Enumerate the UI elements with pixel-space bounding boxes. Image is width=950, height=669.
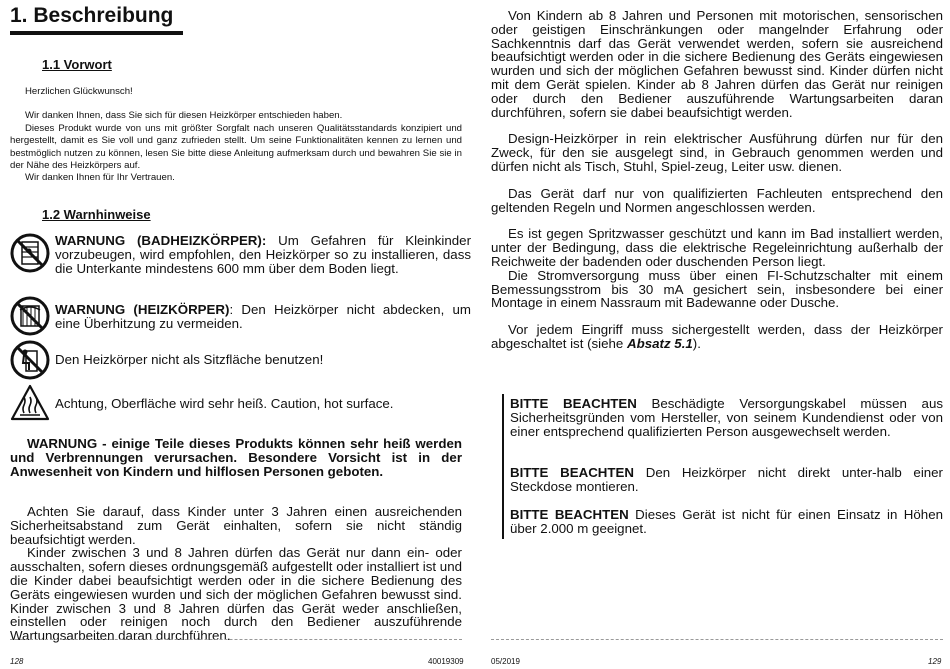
warning-body-bath: Um Gefahren für Kleinkinder vorzubeugen, wird empfohlen, den Heizkörper so zu installieren, dass die Unterkante mindestens 600 mm über dem Boden liegt. [55, 233, 472, 276]
note-cable [510, 397, 943, 438]
hot-surface-icon [10, 383, 50, 423]
burn-warning-text: WARNUNG - einige Teile dieses Produkts können sehr heiß werden und Verbrennungen verursachen. Besondere Vorsicht ist in der Anwesenheit von Kindern und hilflosen Personen geboten. [10, 436, 462, 479]
right-paragraphs [491, 9, 943, 351]
persons-paragraph: Von Kindern ab 8 Jahren und Personen mit motorischen, sensorischen oder geistigen Einschränkungen oder mangelnder Erfahrung oder Sachkenntnis darf das Gerät verwendet werden, sofern sie ausreichend beaufsichtigt werden oder in die sichere Bedienung des Geräts eingewiesen wurden und sich der möglichen Gefahren bewusst sind. Kinder dürfen nicht mit dem Gerät spielen. Kinder ab 8 Jahren dürfen das Gerät nur reinigen oder durch den Bediener auszuführende Wartungsarbeiten daran durchführen, sofern sie dabei beaufsichtigt werden. [491, 8, 943, 120]
no-cover-icon [10, 296, 50, 336]
disconnect-paragraph [491, 323, 943, 351]
page-title: 1. Beschreibung [10, 4, 174, 27]
note-label: BITTE BEACHTEN [510, 507, 629, 522]
footer-divider [10, 639, 462, 640]
warning-body-cover: : Den Heizkörper nicht abdecken, um eine Überhitzung zu vermeiden. [55, 302, 471, 331]
power-paragraph: Die Stromversorgung muss über einen FI-Schutzschalter mit einem Bemessungsstrom bis 30 mA gesichert sein, insbesondere bei einer Montage in einem Nassraum mit Badewanne oder Dusche. [491, 267, 943, 311]
disconnect-end: ). [692, 335, 701, 351]
warning-label-bath: WARNUNG (BADHEIZKÖRPER): [55, 233, 267, 248]
children-paragraphs [10, 505, 462, 643]
note-label: BITTE BEACHTEN [510, 396, 637, 411]
disconnect-text: Vor jedem Eingriff muss sichergestellt werden, dass der Heizkörper abgeschaltet ist (siehe [491, 322, 943, 351]
vorwort-p3: Wir danken Ihnen für Ihr Vertrauen. [25, 172, 175, 184]
note-bar [502, 394, 504, 539]
section-reference: Absatz 5.1 [627, 335, 693, 351]
note-label: BITTE BEACHTEN [510, 465, 634, 480]
children-3-to-8: Kinder zwischen 3 und 8 Jahren dürfen das Gerät nur dann ein- oder ausschalten, sofern dieses ordnungsgemäß aufgestellt oder installiert ist und die Kinder dabei beaufsichtigt werden oder in die sichere Bedienung des Geräts eingewiesen wurden und sich der möglichen Gefahren bewusst sind. Kinder zwischen 3 und 8 Jahren dürfen das Gerät weder anschließen, einstellen oder reinigen noch durch den Bediener auszuführende Wartungsarbeiten daran durchführen. [10, 545, 462, 644]
warning-label-cover: WARNUNG (HEIZKÖRPER) [55, 302, 230, 317]
vorwort-text [10, 86, 462, 185]
note-socket-text: Den Heizkörper nicht direkt unter-halb einer Steckdose montieren. [510, 465, 943, 494]
no-child-bath-icon [10, 233, 50, 273]
no-sitting-icon [10, 340, 50, 380]
warning-text-cover [55, 303, 471, 331]
note-cable-text: Beschädigte Versorgungskabel müssen aus Sicherheitsgründen vom Hersteller, von seinem Kundendienst oder von einer entsprechend qualifizierten Person ausgewechselt werden. [510, 396, 943, 439]
children-under-3: Achten Sie darauf, dass Kinder unter 3 Jahren einen ausreichenden Sicherheitsabstand zum Gerät einhalten, sofern sie nicht ständig beaufsichtigt werden. [10, 504, 462, 547]
page-number-right: 129 [928, 657, 942, 666]
section-heading-warnhinweise: 1.2 Warnhinweise [42, 207, 151, 222]
installation-paragraph: Das Gerät darf nur von qualifizierten Fachleuten entsprechend den geltenden Regeln und Normen angeschlossen werden. [491, 185, 943, 215]
usage-paragraph: Design-Heizkörper in rein elektrischer Ausführung dürfen nur für den Zweck, für den sie ausgelegt sind, in Gebrauch genommen werden und dürfen nicht als Tisch, Stuhl, Spiel-zeug, Leiter usw. dienen. [491, 131, 943, 174]
warning-text-seat: Den Heizkörper nicht als Sitzfläche benutzen! [55, 352, 324, 367]
document-code: 40019309 [428, 657, 464, 666]
vorwort-p2: Dieses Produkt wurde von uns mit größter Sorgfalt nach unseren Qualitätsstandards konzipiert und hergestellt, damit es Sie voll und ganz zufrieden stellt. Um seine Funktionalitäten kennen zu lernen und bestmöglich nutzen zu können, lesen Sie bitte diese Anleitung aufmerksam durch und bewahren Sie sie in der Nähe des Heizkörpers auf. [10, 122, 462, 172]
greeting: Herzlichen Glückwunsch! [25, 86, 133, 97]
section-heading-vorwort: 1.1 Vorwort [42, 57, 112, 72]
title-rule [10, 31, 183, 35]
warning-text-bath [55, 234, 471, 275]
burn-warning [10, 437, 462, 478]
footer-divider [491, 639, 943, 640]
note-socket [510, 466, 943, 494]
warning-text-hot: Achtung, Oberfläche wird sehr heiß. Caution, hot surface. [55, 396, 394, 411]
note-altitude [510, 508, 943, 536]
document-date: 05/2019 [491, 657, 520, 666]
vorwort-p1: Wir danken Ihnen, dass Sie sich für diesen Heizkörper entschieden haben. [25, 110, 343, 122]
note-altitude-text: Dieses Gerät ist nicht für einen Einsatz in Höhen über 2.000 m geeignet. [510, 507, 943, 536]
splash-paragraph: Es ist gegen Spritzwasser geschützt und kann im Bad installiert werden, unter der Bedingung, dass die elektrische Regeleinrichtung außerhalb der Reichweite der badenden oder duschenden Person liegt. [491, 226, 943, 269]
page-number-left: 128 [10, 657, 24, 666]
